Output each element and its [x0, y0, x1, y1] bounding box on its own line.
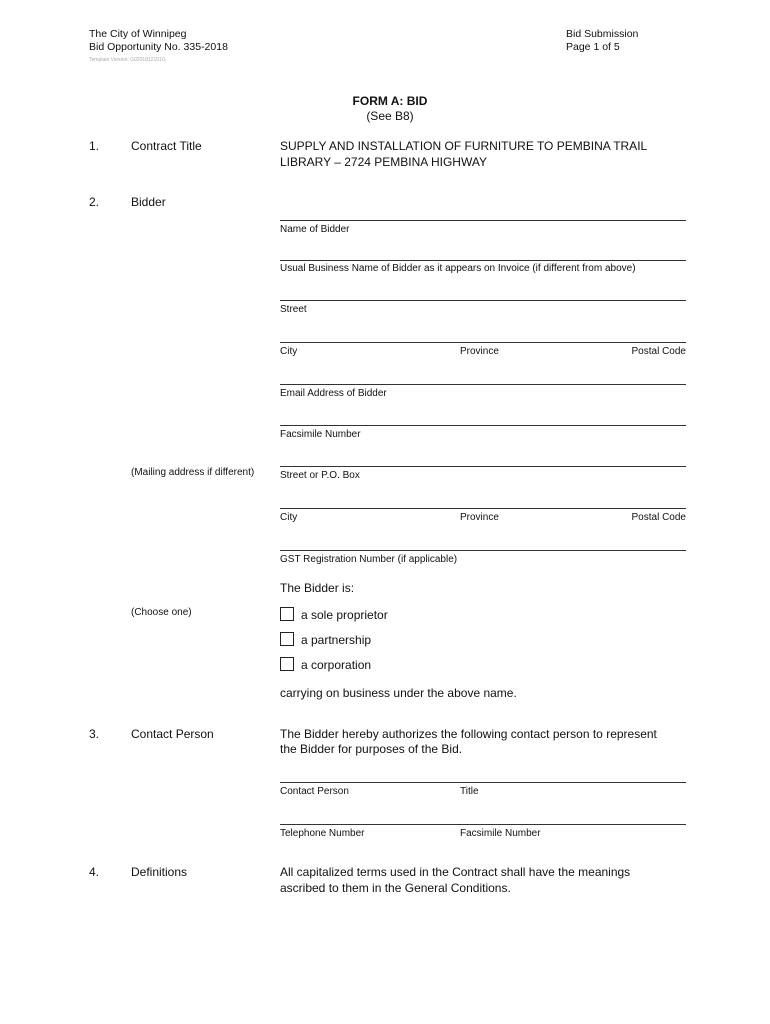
choose-one-note: (Choose one) — [131, 607, 192, 618]
header-bid-opportunity: Bid Opportunity No. 335-2018 — [89, 41, 228, 53]
section-1-number: 1. — [89, 139, 100, 153]
form-subtitle: (See B8) — [366, 109, 414, 123]
header-submission: Bid Submission — [566, 28, 639, 40]
definitions-line-2: ascribed to them in the General Conditions. — [280, 881, 511, 895]
city-province-postal-field[interactable] — [280, 342, 686, 343]
contract-title-line-1: SUPPLY AND INSTALLATION OF FURNITURE TO PEMBINA TRAIL — [280, 139, 648, 153]
street-caption: Street — [280, 304, 307, 315]
bidder-is-label: The Bidder is: — [280, 581, 355, 595]
facsimile-caption: Facsimile Number — [280, 429, 361, 440]
section-2-number: 2. — [89, 195, 100, 209]
section-3-label: Contact Person — [131, 727, 214, 741]
province-caption: Province — [460, 346, 499, 357]
telephone-caption: Telephone Number — [280, 828, 365, 839]
usual-business-name-field[interactable] — [280, 260, 686, 261]
contact-person-title-field[interactable] — [280, 782, 686, 783]
street-field[interactable] — [280, 300, 686, 301]
email-field[interactable] — [280, 384, 686, 385]
form-title: FORM A: BID — [352, 94, 428, 108]
section-4-label: Definitions — [131, 865, 188, 879]
mailing-city-caption: City — [280, 512, 298, 523]
mailing-address-note: (Mailing address if different) — [131, 467, 255, 478]
usual-business-name-caption: Usual Business Name of Bidder as it appears on Invoice (if different from above) — [280, 263, 636, 274]
telephone-facsimile-field[interactable] — [280, 824, 686, 825]
corporation-checkbox[interactable] — [280, 657, 294, 671]
carrying-on-business-text: carrying on business under the above name. — [280, 686, 517, 700]
contract-title-line-2: LIBRARY – 2724 PEMBINA HIGHWAY — [280, 155, 487, 169]
contact-title-caption: Title — [460, 786, 479, 797]
sole-proprietor-label: a sole proprietor — [301, 608, 388, 622]
definitions-line-1: All capitalized terms used in the Contract shall have the meanings — [280, 865, 631, 879]
city-caption: City — [280, 346, 298, 357]
email-caption: Email Address of Bidder — [280, 388, 387, 399]
street-po-field[interactable] — [280, 466, 686, 467]
corporation-label: a corporation — [301, 658, 372, 672]
partnership-label: a partnership — [301, 633, 372, 647]
section-1-label: Contract Title — [131, 139, 202, 153]
header-org: The City of Winnipeg — [89, 28, 187, 40]
postal-code-caption: Postal Code — [631, 346, 686, 357]
section-4-number: 4. — [89, 865, 100, 879]
sole-proprietor-checkbox[interactable] — [280, 607, 294, 621]
gst-field[interactable] — [280, 550, 686, 551]
contact-authorization-line-1: The Bidder hereby authorizes the following contact person to represent — [280, 727, 657, 741]
name-of-bidder-caption: Name of Bidder — [280, 224, 350, 235]
header-page-number: Page 1 of 5 — [566, 41, 620, 53]
contact-person-caption: Contact Person — [280, 786, 349, 797]
partnership-checkbox[interactable] — [280, 632, 294, 646]
section-3-number: 3. — [89, 727, 100, 741]
mailing-postal-code-caption: Postal Code — [631, 512, 686, 523]
mailing-city-province-postal-field[interactable] — [280, 508, 686, 509]
contact-authorization-line-2: the Bidder for purposes of the Bid. — [280, 742, 463, 756]
name-of-bidder-field[interactable] — [280, 220, 686, 221]
facsimile-field[interactable] — [280, 425, 686, 426]
mailing-province-caption: Province — [460, 512, 499, 523]
contact-facsimile-caption: Facsimile Number — [460, 828, 541, 839]
header-template-version: Template Version: G0201812101G — [89, 57, 166, 63]
section-2-label: Bidder — [131, 195, 166, 209]
street-po-caption: Street or P.O. Box — [280, 470, 360, 481]
gst-caption: GST Registration Number (if applicable) — [280, 554, 458, 565]
